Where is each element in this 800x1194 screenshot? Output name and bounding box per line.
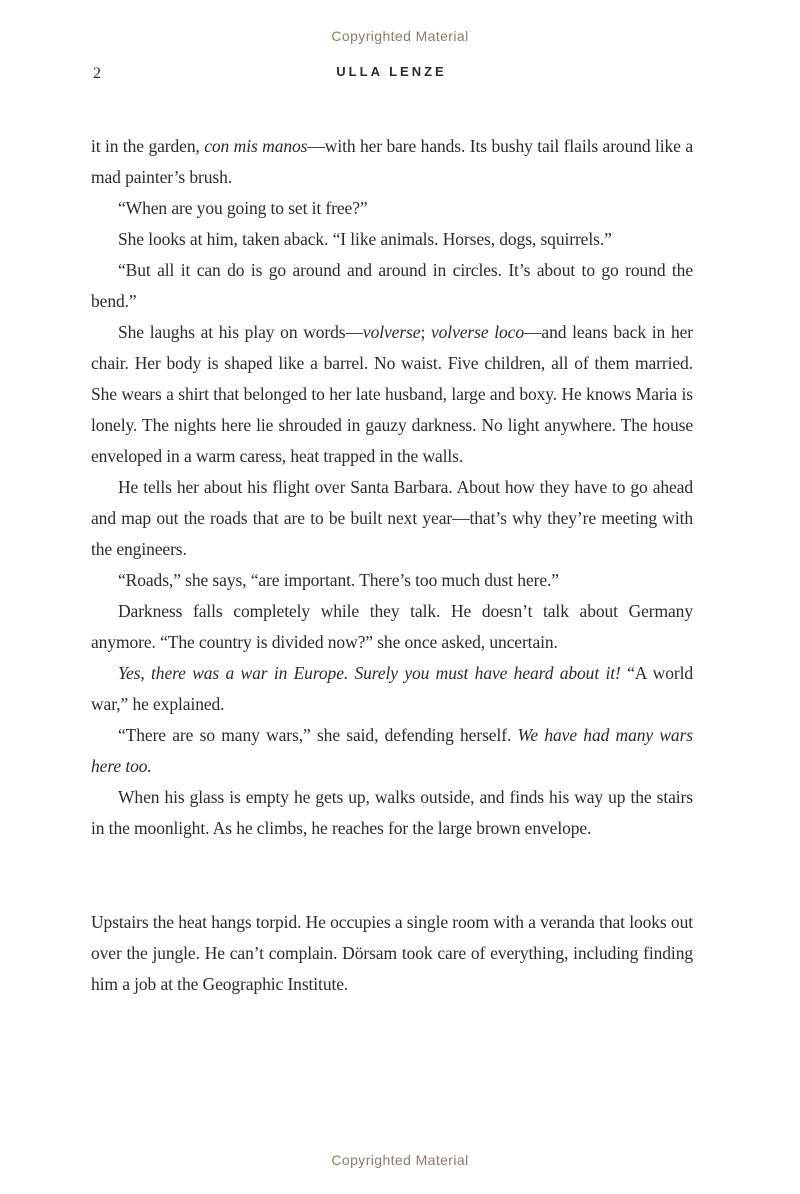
italic-text-segment: con mis manos: [204, 136, 308, 156]
text-segment: ;: [420, 322, 431, 342]
page-number: 2: [93, 65, 101, 82]
paragraph: [91, 782, 693, 844]
copyright-notice-top: Copyrighted Material: [331, 28, 469, 44]
text-segment: —with her bare hands. Its bushy tail flails around like a mad painter’s brush.: [91, 136, 693, 187]
text-segment: “But all it can do is go around and around in circles. It’s about to go round the bend.”: [91, 260, 693, 311]
paragraph: [91, 193, 693, 224]
text-segment: it in the garden,: [91, 136, 205, 156]
paragraph: [91, 472, 693, 565]
paragraph: [91, 255, 693, 317]
italic-text-segment: volverse loco: [430, 322, 524, 342]
italic-text-segment: We have had many wars here too.: [91, 725, 693, 776]
paragraph: [91, 131, 693, 193]
text-segment: “When are you going to set it free?”: [118, 198, 368, 218]
text-segment: She looks at him, taken aback. “I like animals. Horses, dogs, squirrels.”: [118, 229, 612, 249]
paragraph: [91, 720, 693, 782]
copyright-notice-bottom: Copyrighted Material: [331, 1152, 469, 1168]
text-segment: Upstairs the heat hangs torpid. He occupies a single room with a veranda that looks out over the jungle. He can’t complain. Dörsam took care of everything, including finding him a job at the Geographic Institute.: [91, 912, 693, 994]
text-segment: Darkness falls completely while they talk. He doesn’t talk about Germany anymore. “The country is divided now?” she once asked, uncertain.: [91, 601, 693, 652]
paragraph: [91, 565, 693, 596]
page-header: [91, 64, 692, 84]
paragraph: [91, 317, 693, 472]
author-name: ULLA LENZE: [336, 64, 447, 79]
italic-text-segment: volverse: [362, 322, 421, 342]
text-segment: “There are so many wars,” she said, defending herself.: [118, 725, 518, 745]
text-segment: —and leans back in her chair. Her body is shaped like a barrel. No waist. Five children, all of them married. She wears a shirt that belonged to her late husband, large and boxy. He knows Maria is lonely. The nights here lie shrouded in gauzy darkness. No light anywhere. The house enveloped in a warm caress, heat trapped in the walls.: [91, 322, 693, 466]
page-body: [91, 131, 693, 1000]
paragraph: [91, 224, 693, 255]
italic-text-segment: Yes, there was a war in Europe. Surely you must have heard about it!: [118, 663, 621, 683]
paragraph: [91, 596, 693, 658]
paragraph: [91, 907, 693, 1000]
text-segment: He tells her about his flight over Santa Barbara. About how they have to go ahead and map out the roads that are to be built next year—that’s why they’re meeting with the engineers.: [91, 477, 693, 559]
text-segment: When his glass is empty he gets up, walks outside, and finds his way up the stairs in the moonlight. As he climbs, he reaches for the large brown envelope.: [91, 787, 693, 838]
text-segment: “Roads,” she says, “are important. There’s too much dust here.”: [118, 570, 559, 590]
text-segment: She laughs at his play on words—: [118, 322, 363, 342]
paragraph: [91, 658, 693, 720]
text-segment: “A world war,” he explained.: [91, 663, 693, 714]
